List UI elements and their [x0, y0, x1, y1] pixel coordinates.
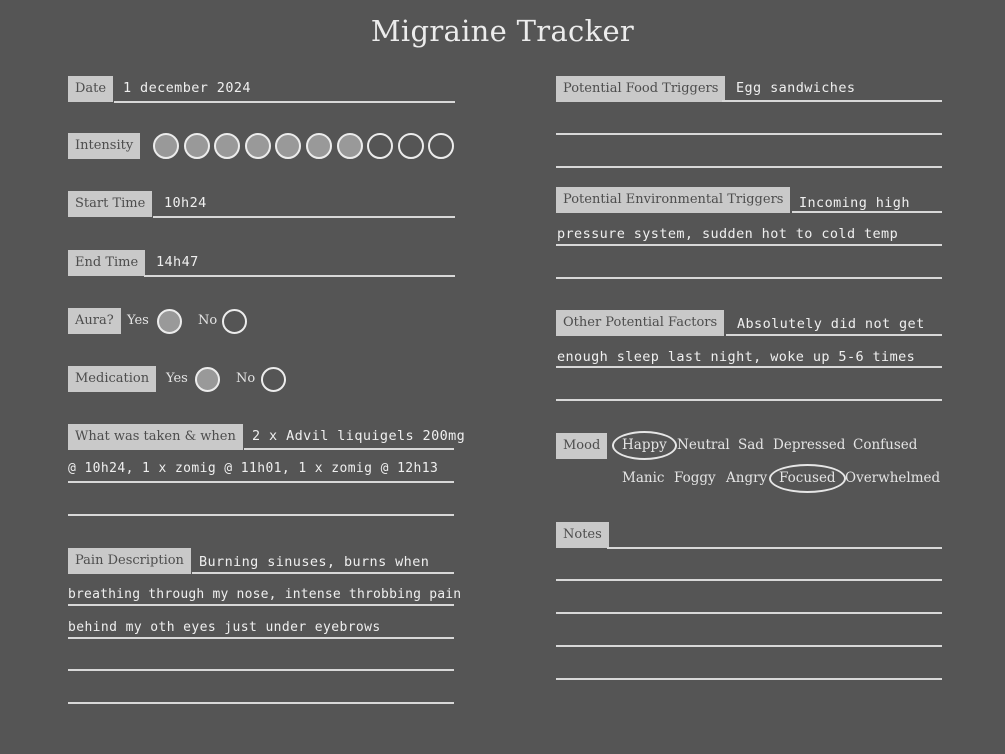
intensity-circle-6[interactable] — [306, 133, 332, 159]
taken-line1-text[interactable]: 2 x Advil liquigels 200mg — [252, 428, 466, 444]
pain-line2 — [68, 604, 454, 606]
pain-line3 — [68, 637, 454, 639]
mood-option-foggy[interactable]: Foggy — [674, 470, 716, 486]
medication-yes-radio[interactable] — [195, 367, 220, 392]
taken-line1 — [244, 448, 454, 450]
date-label: Date — [68, 76, 113, 102]
env-triggers-label: Potential Environmental Triggers — [556, 187, 790, 213]
other-line1 — [726, 334, 942, 336]
food-triggers-value[interactable]: Egg sandwiches — [736, 80, 856, 96]
mood-option-focused[interactable]: Focused — [779, 470, 836, 486]
mood-option-happy[interactable]: Happy — [622, 437, 667, 453]
end-time-line — [144, 275, 455, 277]
intensity-circle-3[interactable] — [214, 133, 240, 159]
aura-no-radio[interactable] — [222, 309, 247, 334]
mood-option-depressed[interactable]: Depressed — [773, 437, 846, 453]
env-line1 — [792, 211, 942, 213]
food-triggers-label: Potential Food Triggers — [556, 76, 725, 102]
env-line1-text[interactable]: Incoming high — [799, 195, 910, 211]
pain-line2-text[interactable]: breathing through my nose, intense throbbing pain — [68, 587, 462, 602]
notes-label: Notes — [556, 522, 609, 548]
mood-option-angry[interactable]: Angry — [726, 470, 768, 486]
start-time-line — [153, 216, 455, 218]
taken-label: What was taken & when — [68, 424, 243, 450]
medication-no-radio[interactable] — [261, 367, 286, 392]
aura-label: Aura? — [68, 308, 121, 334]
pain-line1-text[interactable]: Burning sinuses, burns when — [199, 554, 430, 570]
aura-yes-radio[interactable] — [157, 309, 182, 334]
intensity-circle-1[interactable] — [153, 133, 179, 159]
aura-no-label: No — [198, 313, 218, 328]
notes-line4 — [556, 645, 942, 647]
date-value[interactable]: 1 december 2024 — [123, 80, 251, 96]
env-line2-text[interactable]: pressure system, sudden hot to cold temp — [557, 226, 899, 242]
intensity-circle-5[interactable] — [275, 133, 301, 159]
intensity-label: Intensity — [68, 133, 140, 159]
pain-line1 — [192, 572, 454, 574]
date-line — [114, 101, 455, 103]
intensity-circle-10[interactable] — [428, 133, 454, 159]
taken-line3 — [68, 514, 454, 516]
end-time-value[interactable]: 14h47 — [156, 254, 199, 270]
medication-label: Medication — [68, 366, 156, 392]
notes-line1 — [607, 547, 942, 549]
aura-yes-label: Yes — [127, 313, 149, 328]
medication-no-label: No — [236, 371, 256, 386]
notes-line3 — [556, 612, 942, 614]
pain-label: Pain Description — [68, 548, 191, 574]
other-factors-label: Other Potential Factors — [556, 310, 724, 336]
mood-label: Mood — [556, 433, 607, 459]
mood-selected-oval-focused — [769, 464, 846, 493]
start-time-value[interactable]: 10h24 — [164, 195, 207, 211]
notes-line2 — [556, 579, 942, 581]
env-line2 — [556, 244, 942, 246]
other-line1-text[interactable]: Absolutely did not get — [737, 316, 925, 332]
mood-selected-oval-happy — [612, 431, 677, 460]
mood-option-sad[interactable]: Sad — [738, 437, 764, 453]
mood-option-confused[interactable]: Confused — [853, 437, 918, 453]
end-time-label: End Time — [68, 250, 145, 276]
intensity-circle-4[interactable] — [245, 133, 271, 159]
intensity-circle-8[interactable] — [367, 133, 393, 159]
food-line2 — [556, 133, 942, 135]
food-line1 — [722, 100, 942, 102]
taken-line2-text[interactable]: @ 10h24, 1 x zomig @ 11h01, 1 x zomig @ 12h13 — [68, 461, 439, 476]
mood-option-manic[interactable]: Manic — [622, 470, 665, 486]
medication-yes-label: Yes — [166, 371, 188, 386]
mood-option-neutral[interactable]: Neutral — [677, 437, 730, 453]
food-line3 — [556, 166, 942, 168]
taken-line2 — [68, 481, 454, 483]
mood-option-overwhelmed[interactable]: Overwhelmed — [845, 470, 941, 486]
page-title: Migraine Tracker — [370, 14, 635, 48]
intensity-circle-9[interactable] — [398, 133, 424, 159]
notes-line5 — [556, 678, 942, 680]
pain-line3-text[interactable]: behind my oth eyes just under eyebrows — [68, 620, 381, 635]
start-time-label: Start Time — [68, 191, 152, 217]
other-line3 — [556, 399, 942, 401]
intensity-circle-7[interactable] — [337, 133, 363, 159]
other-line2-text[interactable]: enough sleep last night, woke up 5-6 times — [557, 349, 916, 365]
intensity-circle-2[interactable] — [184, 133, 210, 159]
env-line3 — [556, 277, 942, 279]
pain-line4 — [68, 669, 454, 671]
pain-line5 — [68, 702, 454, 704]
other-line2 — [556, 366, 942, 368]
